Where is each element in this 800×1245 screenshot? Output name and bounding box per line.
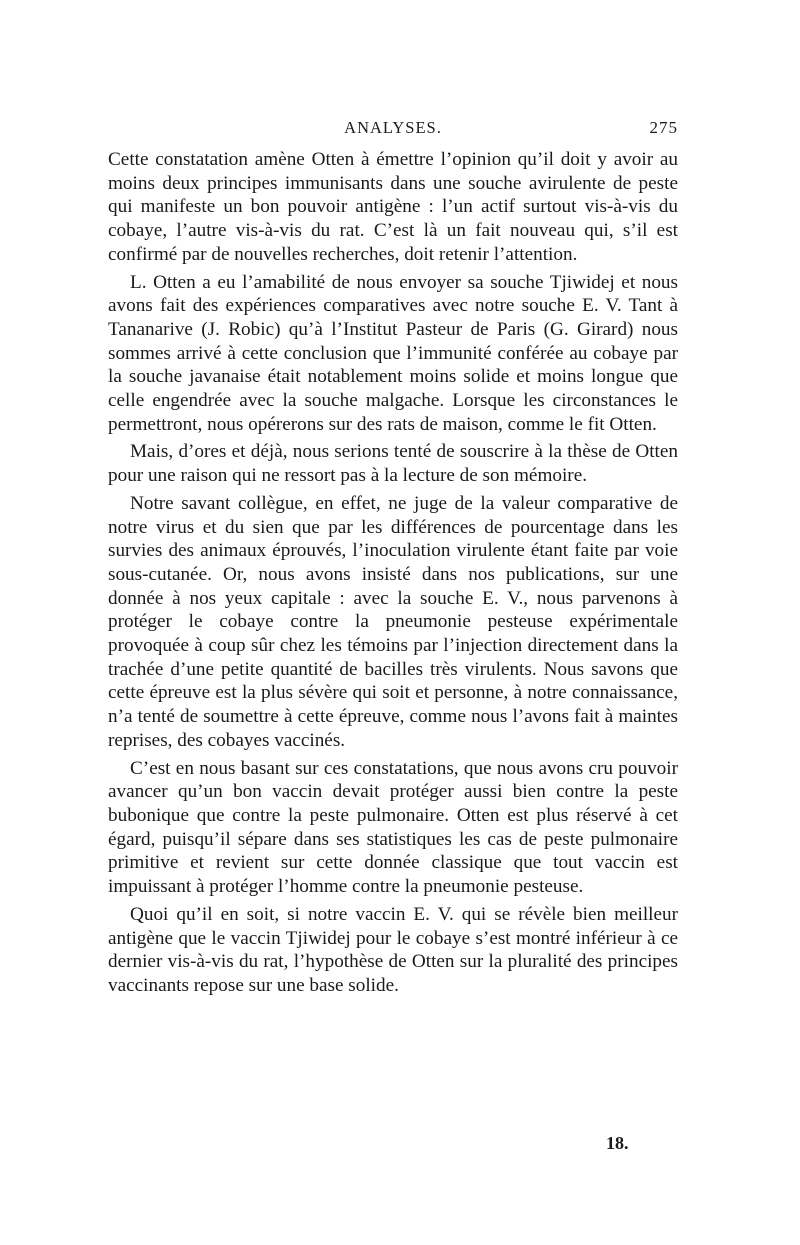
paragraph-4: Notre savant collègue, en effet, ne juge de la valeur comparative de notre virus et du sien que par les différences de pourcentage dans les survies des animaux éprouvés, l’inoculation virulente étant faite par voie sous-cutanée. Or, nous avons insisté dans nos publications, sur une donnée à nos yeux capitale : avec la souche E. V., nous parvenons à protéger le cobaye contre la pneumonie pesteuse expérimentale provoquée à coup sûr chez les témoins par l’injection directement dans la trachée d’une petite quantité de bacilles très virulents. Nous savons que cette épreuve est la plus sévère qui soit et personne, à notre connaissance, n’a tenté de soumettre à cette épreuve, comme nous l’avons fait à maintes reprises, des cobayes vaccinés. — [108, 492, 678, 751]
page-number: 275 — [649, 118, 678, 137]
signature-mark: 18. — [606, 1133, 629, 1153]
paragraph-3: Mais, d’ores et déjà, nous serions tenté de souscrire à la thèse de Otten pour une raison qui ne ressort pas à la lecture de son mémoire. — [108, 441, 678, 487]
paragraph-2: L. Otten a eu l’amabilité de nous envoyer sa souche Tjiwidej et nous avons fait des expériences comparatives avec notre souche E. V. Tant à Tananarive (J. Robic) qu’à l’Institut Pasteur de Paris (G. Girard) nous sommes arrivé à cette conclusion que l’immunité conférée au cobaye par la souche javanaise était notablement moins solide et moins longue que celle engendrée avec la souche malgache. Lorsque les circonstances le permettront, nous opérerons sur des rats de maison, comme le fit Otten. — [108, 271, 678, 435]
running-title: ANALYSES. — [344, 118, 442, 137]
body-text — [108, 148, 678, 1002]
paragraph-5: C’est en nous basant sur ces constatations, que nous avons cru pouvoir avancer qu’un bon vaccin devait protéger aussi bien contre la peste bubonique que contre la peste pulmonaire. Otten est plus réservé à cet égard, puisqu’il sépare dans ses statistiques les cas de peste pulmonaire primitive et revient sur cette donnée classique que tout vaccin est impuissant à protéger l’homme contre la pneumonie pesteuse. — [108, 757, 678, 898]
running-head — [108, 118, 678, 140]
paragraph-1: Cette constatation amène Otten à émettre l’opinion qu’il doit y avoir au moins deux principes immunisants dans une souche avirulente de peste qui manifeste un bon pouvoir antigène : l’un actif surtout vis-à-vis du cobaye, l’autre vis-à-vis du rat. C’est là un fait nouveau qui, s’il est confirmé par de nouvelles recherches, doit retenir l’attention. — [108, 149, 678, 265]
paragraph-6: Quoi qu’il en soit, si notre vaccin E. V. qui se révèle bien meilleur antigène que le vaccin Tjiwidej pour le cobaye s’est montré inférieur à ce dernier vis-à-vis du rat, l’hypothèse de Otten sur la pluralité des principes vaccinants repose sur une base solide. — [108, 903, 678, 996]
